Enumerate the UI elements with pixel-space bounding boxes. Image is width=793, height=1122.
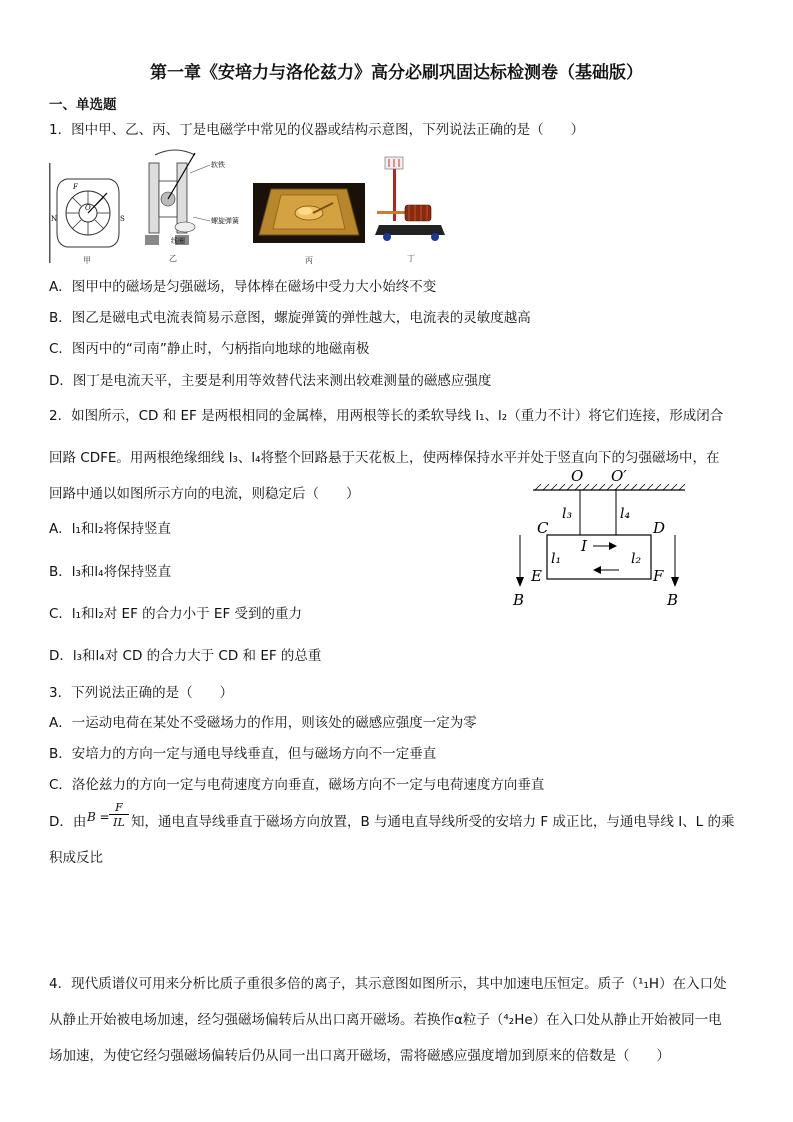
label-l1: l₁	[551, 551, 562, 567]
label-o-prime: O′	[611, 467, 627, 485]
q3-option-d-rest: 知，通电直导线垂直于磁场方向放置，B 与通电直导线所受的安培力 F 成正比，与通电导线 I、L 的乘	[131, 814, 735, 830]
question-2-stem-line2: 回路 CDFE。用两根绝缘细线 l₃、l₄将整个回路悬于天花板上，使两棒保持水平并处于竖直向下的匀强磁场中，在	[49, 450, 720, 466]
label-b-left: B	[513, 591, 525, 609]
figure-bing	[253, 183, 365, 263]
caption-ding: 丁	[407, 254, 415, 263]
q2-option-b: B．l₃和l₄将保持竖直	[49, 564, 172, 580]
page-title: 第一章《安培力与洛伦兹力》高分必刷巩固达标检测卷（基础版）	[150, 63, 643, 83]
question-3-stem: 3．下列说法正确的是（ ）	[49, 685, 234, 701]
q1-option-b: B．图乙是磁电式电流表简易示意图，螺旋弹簧的弹性越大，电流表的灵敏度越高	[49, 310, 531, 326]
label-l2: l₂	[631, 551, 642, 567]
q1-option-a: A．图甲中的磁场是匀强磁场，导体棒在磁场中受力大小始终不变	[49, 279, 437, 295]
fig-jia-n: N	[51, 215, 58, 223]
section-heading: 一、单选题	[49, 97, 117, 113]
question-4-line3: 场加速，为使它经匀强磁场偏转后仍从同一出口离开磁场，需将磁感应强度增加到原来的倍数是（ ）	[49, 1048, 670, 1064]
q2-option-c: C．l₁和l₂对 EF 的合力小于 EF 受到的重力	[49, 606, 303, 622]
label-i: I	[581, 537, 587, 555]
question-4-line1: 4．现代质谱仪可用来分析比质子重很多倍的离子，其示意图如图所示，其中加速电压恒定。质子（¹₁H）在入口处	[49, 976, 727, 992]
q3-option-d-prefix: D．由	[49, 814, 87, 830]
q1-option-d: D．图丁是电流天平，主要是利用等效替代法来测出较难测量的磁感应强度	[49, 373, 492, 389]
label-e: E	[531, 567, 542, 585]
label-f: F	[653, 567, 664, 585]
fig-yi-label-spring: 螺旋弹簧	[211, 217, 239, 225]
caption-bing: 丙	[305, 256, 313, 265]
q3-option-d-line2: 积成反比	[49, 850, 103, 866]
q3-option-b: B．安培力的方向一定与通电导线垂直，但与磁场方向不一定垂直	[49, 746, 437, 762]
label-b-right: B	[667, 591, 679, 609]
figure-ding	[375, 155, 447, 263]
question-2-stem-line3: 回路中通以如图所示方向的电流，则稳定后（ ）	[49, 486, 360, 502]
label-o: O	[571, 467, 584, 485]
label-d: D	[653, 519, 666, 537]
figure-jia	[49, 163, 127, 263]
caption-jia: 甲	[83, 256, 91, 265]
fig-yi-label-iron: 软铁	[211, 161, 225, 169]
fig-yi-label-coil: 线圈	[171, 237, 185, 245]
question-1-stem: 1．图中甲、乙、丙、丁是电磁学中常见的仪器或结构示意图，下列说法正确的是（ ）	[49, 122, 585, 138]
figure-yi	[135, 143, 245, 263]
fig-jia-f: F	[73, 183, 78, 191]
question-4-line2: 从静止开始被电场加速，经匀强磁场偏转后从出口离开磁场。若换作α粒子（⁴₂He）在入口处从静止开始被同一电	[49, 1012, 722, 1028]
q2-circuit-diagram	[505, 465, 705, 610]
q3-formula-lhs: B =	[87, 810, 110, 824]
label-l4: l₄	[620, 506, 631, 522]
fig-jia-s: S	[120, 215, 125, 223]
q3-option-a: A．一运动电荷在某处不受磁场力的作用，则该处的磁感应强度一定为零	[49, 715, 477, 731]
q2-option-d: D．l₃和l₄对 CD 的合力大于 CD 和 EF 的总重	[49, 648, 322, 664]
fig-jia-o: O	[85, 204, 91, 212]
q3-option-c: C．洛伦兹力的方向一定与电荷速度方向垂直，磁场方向不一定与电荷速度方向垂直	[49, 777, 545, 793]
q1-option-c: C．图丙中的“司南”静止时，勺柄指向地球的地磁南极	[49, 341, 370, 357]
q3-formula-den: IL	[113, 816, 125, 829]
caption-yi: 乙	[169, 254, 177, 263]
q3-formula-num: F	[109, 801, 129, 815]
q2-option-a: A．l₁和l₂将保持竖直	[49, 521, 172, 537]
label-l3: l₃	[562, 506, 573, 522]
label-c: C	[537, 519, 549, 537]
question-2-stem-line1: 2．如图所示，CD 和 EF 是两根相同的金属棒，用两根等长的柔软导线 l₁、l₂（重力不计）将它们连接，形成闭合	[49, 408, 724, 424]
